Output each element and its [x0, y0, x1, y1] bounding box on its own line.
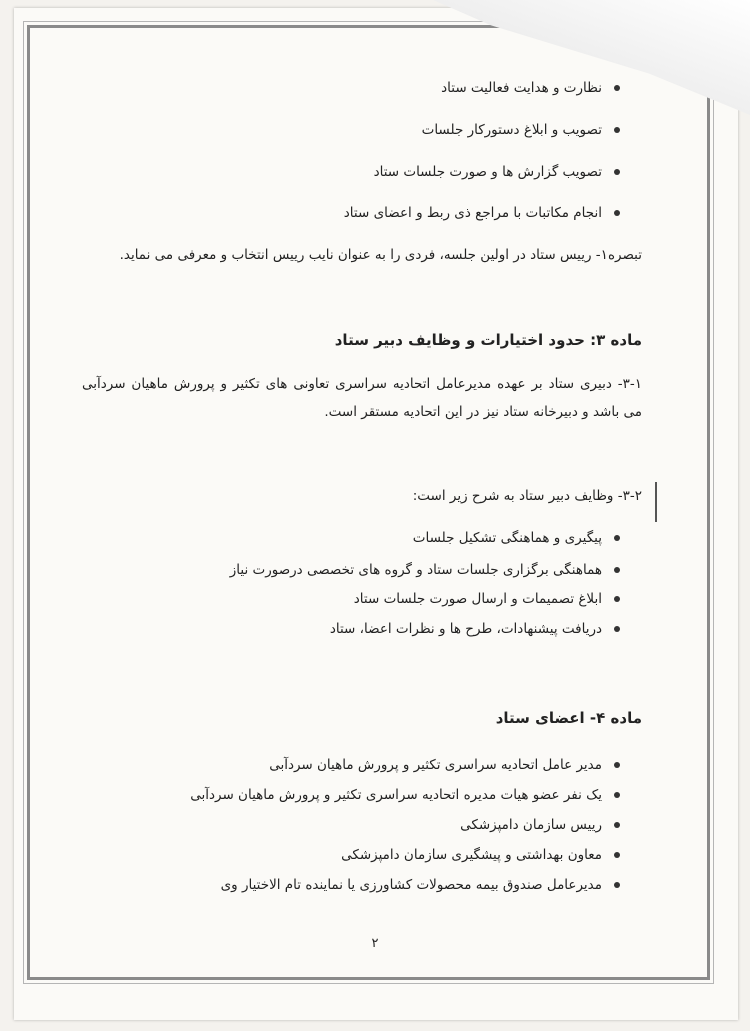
list-item: یک نفر عضو هیات مدیره اتحادیه سراسری تکثیر و پرورش ماهیان سردآبی: [190, 785, 620, 805]
note-tabsare-1: تبصره۱- ریيس ستاد در اولین جلسه، فردی را به عنوان نایب رییس انتخاب و معرفی می نماید.: [119, 247, 642, 263]
bullet-icon: [614, 535, 620, 541]
article-4-heading: ماده ۴- اعضای ستاد: [495, 709, 642, 727]
bullet-icon: [614, 626, 620, 632]
bullet-icon: [614, 567, 620, 573]
article-3-paragraph-1: ۳-۱- دبیری ستاد بر عهده مدیرعامل اتحادیه سراسری تعاونی های تکثیر و پرورش ماهیان سردآبی می باشد و دبیرخانه ستاد نیز در این اتحادیه مستقر است.: [82, 376, 642, 420]
bullet-icon: [614, 169, 620, 175]
bullet-icon: [614, 882, 620, 888]
article-3-heading: ماده ۳: حدود اختیارات و وظایف دبیر ستاد: [334, 331, 642, 349]
bullet-icon: [614, 85, 620, 91]
bullet-icon: [614, 762, 620, 768]
list-item: انجام مکاتبات با مراجع ذی ربط و اعضای ستاد: [344, 203, 620, 223]
margin-bar: [655, 482, 657, 522]
list-item: معاون بهداشتی و پیشگیری سازمان دامپزشکی: [341, 845, 620, 865]
list-item: پیگیری و هماهنگی تشکیل جلسات: [413, 528, 620, 548]
list-item: تصویب گزارش ها و صورت جلسات ستاد: [374, 162, 620, 182]
bullet-icon: [614, 792, 620, 798]
bullet-icon: [614, 596, 620, 602]
list-item: ابلاغ تصمیمات و ارسال صورت جلسات ستاد: [354, 589, 620, 609]
list-item: رییس سازمان دامپزشکی: [460, 815, 620, 835]
article-3-subheading-2: ۳-۲- وظایف دبیر ستاد به شرح زیر است:: [412, 488, 642, 504]
page-number: ۲: [371, 936, 379, 951]
list-item: دریافت پیشنهادات، طرح ها و نظرات اعضا، ستاد: [330, 619, 620, 639]
bullet-icon: [614, 210, 620, 216]
list-item: نظارت و هدایت فعالیت ستاد: [441, 78, 620, 98]
list-item: تصویب و ابلاغ دستورکار جلسات: [422, 120, 620, 140]
list-item: مدیر عامل اتحادیه سراسری تکثیر و پرورش ماهیان سردآبی: [269, 755, 620, 775]
list-item: مدیرعامل صندوق بیمه محصولات کشاورزی یا نماینده تام الاختیار وی: [221, 875, 620, 895]
bullet-icon: [614, 127, 620, 133]
bullet-icon: [614, 852, 620, 858]
bullet-icon: [614, 822, 620, 828]
list-item: هماهنگی برگزاری جلسات ستاد و گروه های تخصصی درصورت نیاز: [230, 560, 620, 580]
